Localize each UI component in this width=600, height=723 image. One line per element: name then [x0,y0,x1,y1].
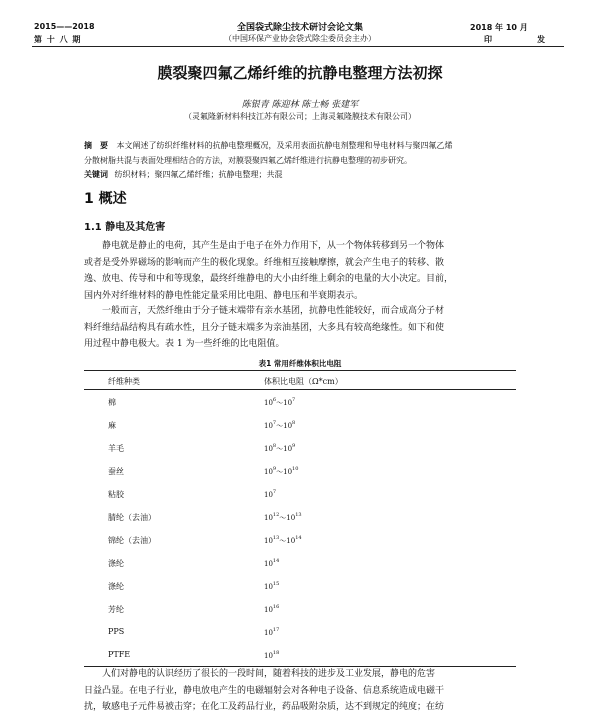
resistivity-exp: 14 [272,558,280,564]
table-header-row [84,371,516,389]
paragraph-1-line4: 国内外对纤维材料的静电性能定量采用比电阻、静电压和半衰期表示。 [84,290,364,301]
paragraph-1-line2: 或者是受外界磁场的影响而产生的极化现象。纤维相互接触摩擦，就会产生电子的转移、散 [84,257,445,268]
resistivity-exp2: 10 [292,466,299,472]
resistivity-base2: 10 [283,445,293,453]
table-cell-fiber: 涤纶 [108,559,124,568]
resistivity-base: 10 [264,606,273,614]
resistivity-exp: 18 [272,650,280,656]
table-cell-resistivity [264,535,302,546]
section-heading-1: 1 概述 [84,191,127,207]
keywords-label: 关键词 [84,170,108,179]
table-row [84,459,516,482]
table-row [84,390,516,413]
table-caption: 表1 常用纤维体积比电阻 [258,359,342,368]
paragraph-1 [84,238,453,304]
paragraph-2-line1: 一般而言，天然纤维由于分子链末端带有亲水基团，抗静电性能较好，而合成高分子材 [102,306,445,316]
table-cell-fiber: 芳纶 [108,605,124,614]
col-header-fiber: 纤维种类 [108,377,140,386]
header-center-line2: （中国环保产业协会袋式除尘委员会主办） [224,34,376,43]
resistivity-exp: 16 [272,604,280,610]
table-body [84,390,516,666]
resistivity-base2: 10 [283,399,293,407]
resistivity-exp2: 7 [292,397,296,403]
table-row [84,620,516,643]
authors: 陈银青 陈迎林 陈士畅 张建军 [241,100,359,110]
resistivity-base: 10 [264,514,273,522]
resistivity-exp2: 8 [292,420,296,426]
header-left-line2: 第 十 八 期 [34,35,82,44]
table-cell-resistivity [264,650,279,660]
header-center-line1: 全国袋式除尘技术研讨会论文集 [236,23,363,33]
table-cell-fiber: 麻 [108,421,116,430]
resistivity-sep: ～ [276,399,284,407]
resistivity-base2: 10 [286,514,296,522]
affiliation: （灵氟隆新材料科技江苏有限公司；上海灵氟隆膜技术有限公司） [184,112,416,121]
resistivity-sep: ～ [276,445,284,453]
resistivity-base: 10 [264,468,273,476]
resistivity-base: 10 [264,422,273,430]
table-cell-fiber: 涤纶 [108,582,124,591]
col-header-resistivity: 体积比电阻（Ω*cm） [264,377,343,386]
table-cell-fiber: 腈纶（去油） [108,513,156,522]
resistivity-exp: 6 [272,397,277,403]
resistivity-exp: 12 [272,512,280,518]
header-right-line1: 2018 年 10 月 [470,23,528,32]
paragraph-3 [84,666,444,716]
abstract-line2: 分散树脂共混与表面处理相结合的方法，对膜裂聚四氟乙烯纤维进行抗静电整理的初步研究。 [84,156,412,165]
resistivity-table [84,370,516,667]
resistivity-base: 10 [264,399,273,407]
paragraph-2 [84,303,444,353]
table-cell-resistivity [264,489,276,499]
resistivity-sep: ～ [276,468,284,476]
resistivity-base: 10 [264,537,273,545]
table-cell-resistivity [264,443,295,454]
resistivity-exp: 13 [272,535,280,541]
table-cell-resistivity [264,558,279,568]
table-cell-fiber: 羊毛 [108,444,124,453]
keywords [84,169,283,180]
resistivity-exp: 7 [272,420,277,426]
resistivity-exp: 7 [272,489,277,495]
resistivity-exp: 17 [272,627,280,633]
resistivity-exp2: 13 [295,512,302,518]
header-rule [32,46,564,47]
resistivity-sep: ～ [276,422,284,430]
table-cell-resistivity [264,604,279,614]
table-row [84,413,516,436]
table-cell-resistivity [264,466,298,477]
keywords-text: 纺织材料；聚四氟乙烯纤维；抗静电整理；共混 [114,170,283,179]
paragraph-1-line1: 静电就是静止的电荷，其产生是由于电子在外力作用下，从一个物体转移到另一个物体 [102,241,445,251]
table-row [84,528,516,551]
paragraph-1-line3: 逸、放电、传导和中和等现象，最终纤维静电的大小由纤维上剩余的电量的大小决定。目前， [84,274,454,284]
resistivity-base: 10 [264,560,273,568]
resistivity-sep: ～ [279,514,287,522]
header-left-line1: 2015——2018 [34,22,95,31]
table-cell-fiber: 锦纶（去油） [108,536,156,545]
paragraph-3-line1: 人们对静电的认识经历了很长的一段时间，随着科技的进步及工业发展，静电的危害 [102,669,436,679]
resistivity-base2: 10 [283,468,293,476]
paragraph-2-line2: 料纤维结晶结构具有疏水性，且分子链末端多为亲油基团，大多具有较高绝缘性。如下和使 [84,322,445,333]
abstract-label: 摘 要 [84,141,108,150]
resistivity-base: 10 [264,629,273,637]
resistivity-base: 10 [264,445,273,453]
table-cell-resistivity [264,581,279,591]
table-row [84,551,516,574]
table-row [84,597,516,620]
resistivity-base2: 10 [286,537,296,545]
section-heading-1-1: 1.1 静电及其危害 [84,222,166,233]
header-right-line2b: 发 [537,35,545,44]
resistivity-exp: 8 [272,443,277,449]
table-row [84,643,516,666]
resistivity-base: 10 [264,583,273,591]
table-row [84,482,516,505]
table-cell-fiber: 棉 [108,398,116,407]
resistivity-exp: 15 [272,581,280,587]
paragraph-3-line2: 日益凸显。在电子行业，静电放电产生的电磁辐射会对各种电子设备、信息系统造成电磁干 [84,685,445,696]
resistivity-base: 10 [264,652,273,660]
table-cell-resistivity [264,512,302,523]
abstract [84,138,453,168]
header-right-line2a: 印 [484,35,492,44]
table-row [84,574,516,597]
resistivity-exp2: 9 [292,443,296,449]
table-cell-fiber: 粘胶 [108,490,124,499]
table-cell-resistivity [264,627,279,637]
resistivity-exp: 9 [272,466,277,472]
table-row [84,436,516,459]
table-cell-fiber: 蚕丝 [108,467,124,476]
resistivity-base2: 10 [283,422,293,430]
paragraph-2-line3: 用过程中静电极大。表 1 为一些纤维的比电阻值。 [84,339,285,349]
abstract-line1: 本文阐述了纺织纤维材料的抗静电整理概况，及采用表面抗静电剂整理和导电材料与聚四氟乙烯 [116,141,453,150]
resistivity-exp2: 14 [295,535,302,541]
table-cell-resistivity [264,420,295,431]
resistivity-sep: ～ [279,537,287,545]
table-cell-fiber: PPS [108,627,125,636]
table-row [84,505,516,528]
paragraph-3-line3: 扰，敏感电子元件易被击穿；在化工及药品行业，药品吸附杂质，达不到规定的纯度；在纺 [84,702,445,712]
table-cell-resistivity [264,397,295,408]
table-cell-fiber: PTFE [108,650,131,659]
resistivity-base: 10 [264,491,273,499]
page-title: 膜裂聚四氟乙烯纤维的抗静电整理方法初探 [157,64,443,82]
